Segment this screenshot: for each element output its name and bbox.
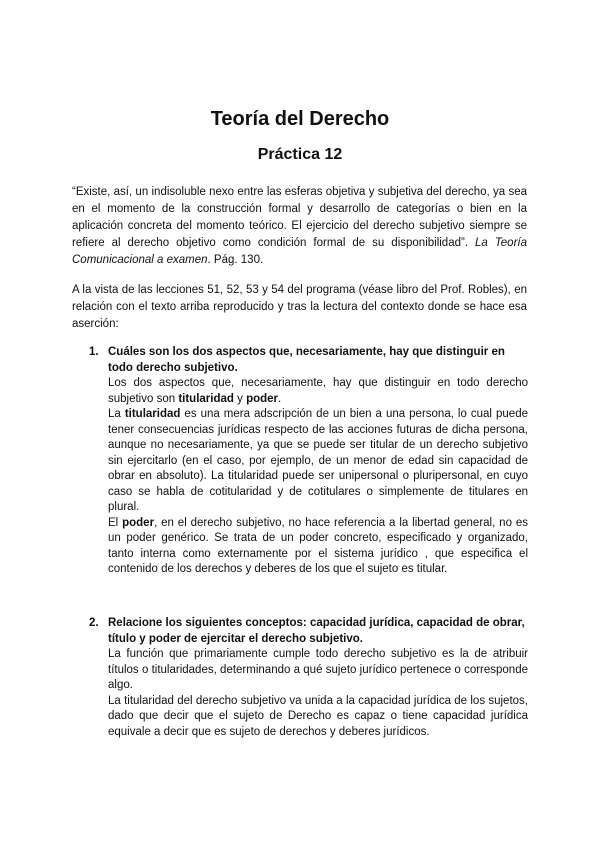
intro-paragraph: A la vista de las lecciones 51, 52, 53 y 54 del programa (véase libro del Prof. Robles), en relación con el texto arriba reproducido y tras la lectura del contexto donde se hace esa aserción: bbox=[72, 284, 527, 330]
page-subtitle: Práctica 12 bbox=[257, 146, 343, 163]
question-heading: Cuáles son los dos aspectos que, necesariamente, hay que distinguir en todo derecho subjetivo. bbox=[108, 346, 505, 374]
answer-paragraph: La titularidad del derecho subjetivo va unida a la capacidad jurídica de los sujetos, dado que decir que el sujeto de Derecho es capaz o tiene capacidad jurídica equivale a decir que es sujeto de derechos y deberes jurídicos. bbox=[108, 694, 528, 738]
question-number: 2. bbox=[89, 617, 99, 629]
answer-text: . bbox=[278, 392, 282, 405]
answer-text: Los dos aspectos que, necesariamente, hay que distinguir en todo derecho subjetivo son bbox=[108, 377, 528, 405]
question-heading: Relacione los siguientes conceptos: capacidad jurídica, capacidad de obrar, título y poder de ejercitar el derecho subjetivo. bbox=[108, 617, 525, 645]
answer-bold-term: titularidad bbox=[124, 408, 181, 420]
answer-paragraph bbox=[108, 516, 528, 578]
quote-source: La Teoría Comunicacional a examen bbox=[72, 237, 527, 266]
answer-bold-term: titularidad bbox=[178, 392, 234, 405]
question-2 bbox=[89, 616, 528, 740]
answer-text: , en el derecho subjetivo, no hace referencia a la libertad general, no es un poder genérico. Se trata de un poder concreto, especificado y organizado, tanto interna como externamente por el sistema jurídico , que especifica el contenido de los derechos y deberes de los que el sujeto es titular. bbox=[108, 516, 528, 575]
quote-text: “Existe, así, un indisoluble nexo entre las esferas objetiva y subjetiva del derecho, ya sea en el momento de la construcción formal y desarrollo de categorías o bien en la aplicación concreta del momento teórico. El ejercicio del derecho subjetivo siempre se refiere al derecho objetivo como condición formal de su disponibilidad”. bbox=[72, 186, 527, 249]
answer-bold-term: poder bbox=[122, 516, 155, 529]
answer-text: La bbox=[108, 408, 125, 420]
question-number: 1. bbox=[89, 346, 99, 358]
answer-text: y bbox=[233, 392, 247, 405]
answer-text: El bbox=[108, 516, 123, 529]
page-title: Teoría del Derecho bbox=[210, 108, 390, 130]
answer-text: es una mera adscripción de un bien a una persona, lo cual puede tener consecuencias jurídicas respecto de las acciones futuras de dicha persona, aunque no necesariamente, ya que se puede ser titular de un derecho subjetivo sin ejercitarlo (en el caso, por ejemplo, de un menor de edad sin capacidad de obrar en absoluto). La titularidad puede ser unipersonal o pluripersonal, en cuyo caso se habla de cotitularidad y de cotitulares o simplemente de titulares en plural. bbox=[108, 408, 528, 513]
answer-paragraph: La función que primariamente cumple todo derecho subjetivo es la de atribuir títulos o titularidades, determinando a qué sujeto jurídico pertenece o corresponde algo. bbox=[108, 648, 528, 691]
answer-bold-term: poder bbox=[246, 392, 279, 405]
answer-paragraph bbox=[108, 407, 528, 516]
quote-page: . Pág. 130. bbox=[207, 254, 264, 266]
question-1 bbox=[89, 345, 528, 578]
quote-paragraph bbox=[72, 184, 527, 269]
answer-paragraph bbox=[108, 376, 528, 407]
